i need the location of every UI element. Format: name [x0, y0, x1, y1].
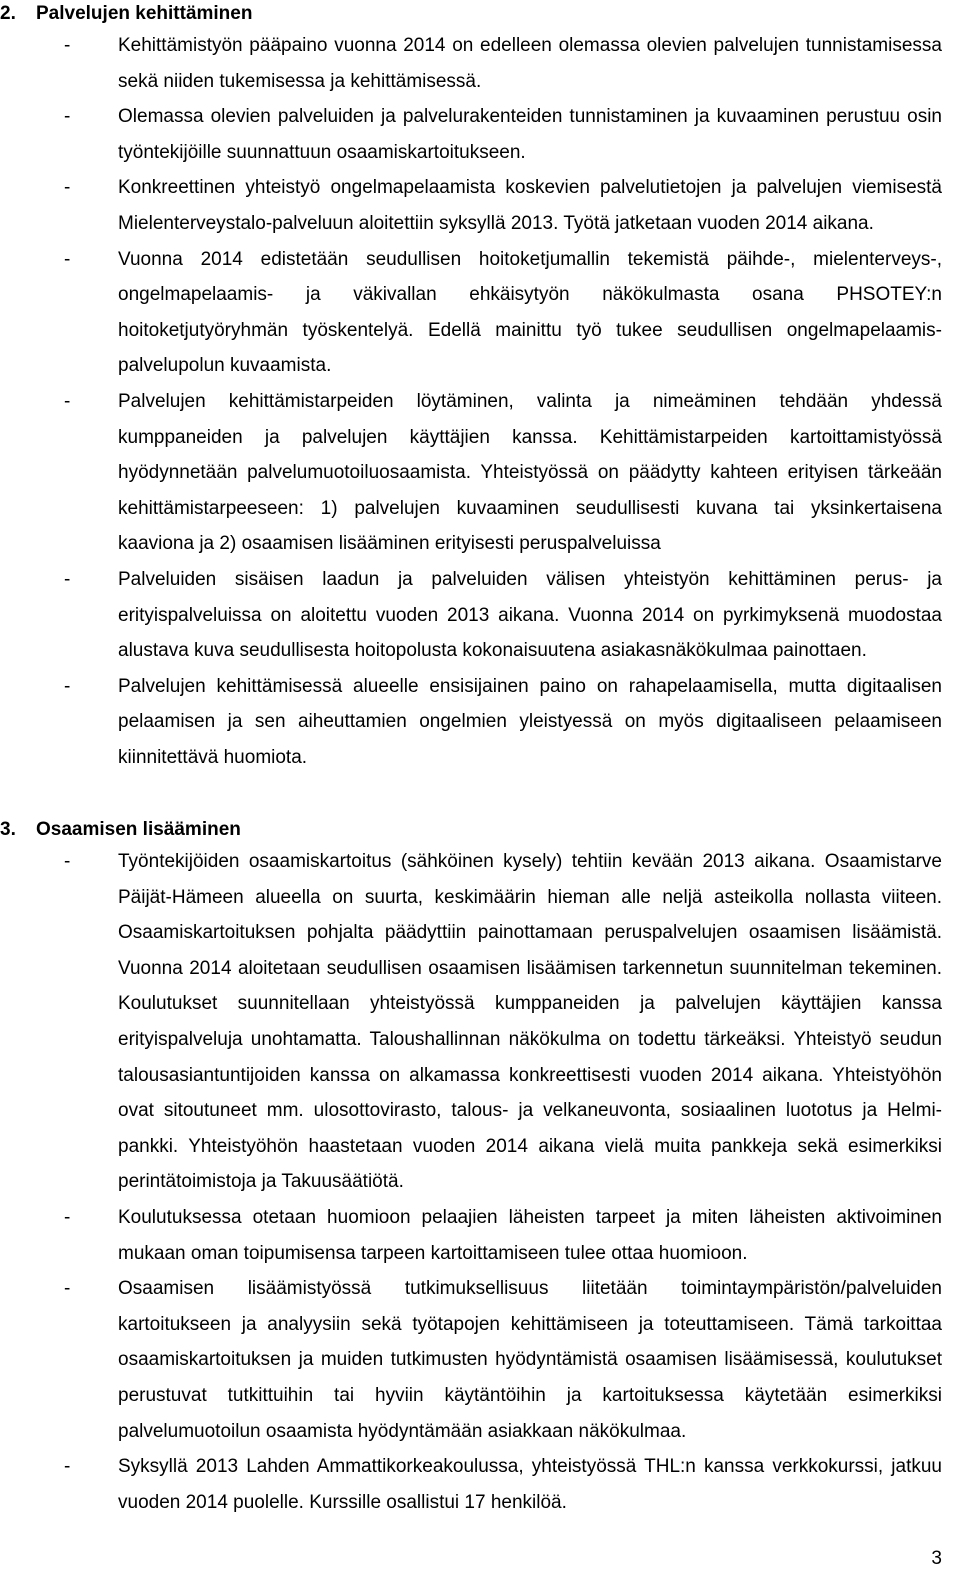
list-item-text: Työntekijöiden osaamiskartoitus (sähköinen kysely) tehtiin kevään 2013 aikana. Osaamistarve Päijät-Hämeen alueella on suurta, keskimäärin hieman alle neljä asteikolla nollasta viiteen. Osaamiskartoituksen pohjalta päädyttiin painottamaan peruspalvelujen osaamisen lisäämistä. Vuonna 2014 aloitetaan seudullisen osaamisen lisäämisen tarkennetun suunnitelman tekeminen. Koulutukset suunnitellaan yhteistyössä kumppaneiden ja palvelujen käyttäjien kanssa erityispalveluja unohtamatta. Taloushallinnan näkökulma on todettu tärkeäksi. Yhteistyö seudun talousasiantuntijoiden kanssa on alkamassa konkreettisesti vuoden 2014 aikana. Yhteistyöhön ovat sitoutuneet mm. ulosottovirasto, talous- ja velkaneuvonta, sosiaalinen luototus ja Helmi-pankki. Yhteistyöhön haastetaan vuoden 2014 aikana vielä muita pankkeja sekä esimerkiksi perintätoimistoja ja Takuusäätiötä. [118, 851, 942, 1193]
list-item [0, 669, 960, 776]
dash-bullet: - [64, 106, 71, 128]
section-title: Palvelujen kehittäminen [36, 3, 253, 24]
list-item-text: Palvelujen kehittämisessä alueelle ensisijainen paino on rahapelaamisella, mutta digitaalisen pelaamisen ja sen aiheuttamien ongelmien yleistyessä on myös digitaaliseen pelaamiseen kiinnitettävä huomiota. [118, 675, 942, 768]
dash-bullet: - [64, 390, 71, 412]
dash-bullet: - [64, 1456, 71, 1478]
list-item [0, 562, 960, 669]
dash-bullet: - [64, 568, 71, 590]
section-title: Osaamisen lisääminen [36, 819, 241, 840]
list-item [0, 170, 960, 241]
list-item [0, 99, 960, 170]
section-osaamisen-lisaaminen [0, 816, 960, 1520]
list-item [0, 242, 960, 384]
bullet-list [0, 844, 960, 1520]
list-item-text: Palveluiden sisäisen laadun ja palveluiden välisen yhteistyön kehittäminen perus- ja erityispalveluissa on aloitettu vuoden 2013 aikana. Vuonna 2014 on pyrkimyksenä muodostaa alustava kuva seudullisesta hoitopolusta kokonaisuutena asiakasnäkökulmaa painottaen. [118, 568, 942, 662]
list-item-text: Osaamisen lisäämistyössä tutkimuksellisuus liitetään toimintaympäristön/palveluiden kartoitukseen ja analyysiin sekä työtapojen kehittämiseen ja toteuttamiseen. Tämä tarkoittaa osaamiskartoituksen ja muiden tutkimusten hyödyntämistä osaamisen lisäämisessä, koulutukset perustuvat tutkittuihin tai hyviin käytäntöihin ja kartoituksessa käytetään esimerkiksi palvelumuotoilun osaamista hyödyntämään asiakkaan näkökulmaa. [118, 1278, 942, 1442]
section-heading [0, 0, 960, 28]
section-number: 3. [0, 819, 16, 840]
list-item [0, 1271, 960, 1449]
dash-bullet: - [64, 177, 71, 199]
list-item-text: Olemassa olevien palveluiden ja palvelurakenteiden tunnistaminen ja kuvaaminen perustuu osin työntekijöille suunnattuun osaamiskartoitukseen. [118, 106, 942, 163]
list-item-text: Palvelujen kehittämistarpeiden löytäminen, valinta ja nimeäminen tehdään yhdessä kumppaneiden ja palvelujen käyttäjien kanssa. Kehittämistarpeiden kartoittamistyössä hyödynnetään palvelumuotoiluosaamista. Yhteistyössä on päädytty kahteen erityisen tärkeään kehittämistarpeeseen: 1) palvelujen kuvaaminen seudullisesti kuvana tai yksinkertaisena kaaviona ja 2) osaamisen lisääminen erityisesti peruspalveluissa [118, 390, 942, 555]
list-item-text: Konkreettinen yhteistyö ongelmapelaamista koskevien palvelutietojen ja palvelujen viemisestä Mielenterveystalo-palveluun aloitettiin syksyllä 2013. Työtä jatketaan vuoden 2014 aikana. [118, 177, 942, 234]
list-item-text: Vuonna 2014 edistetään seudullisen hoitoketjumallin tekemistä päihde-, mielenterveys-, ongelmapelaamis- ja väkivallan ehkäisytyön näkökulmasta osana PHSOTEY:n hoitoketjutyöryhmän työskentelyä. Edellä mainittu työ tukee seudullisen ongelmapelaamis-palvelupolun kuvaamista. [118, 248, 942, 377]
dash-bullet: - [64, 1278, 71, 1300]
page-number: 3 [931, 1548, 942, 1569]
dash-bullet: - [64, 248, 71, 270]
list-item-text: Syksyllä 2013 Lahden Ammattikorkeakoulussa, yhteistyössä THL:n kanssa verkkokurssi, jatkuu vuoden 2014 puolelle. Kurssille osallistui 17 henkilöä. [118, 1456, 942, 1513]
dash-bullet: - [64, 1206, 71, 1228]
section-number: 2. [0, 3, 16, 24]
list-item [0, 1200, 960, 1271]
dash-bullet: - [64, 35, 71, 56]
list-item-text: Kehittämistyön pääpaino vuonna 2014 on edelleen olemassa olevien palvelujen tunnistamisessa sekä niiden tukemisessa ja kehittämisessä. [118, 35, 942, 92]
bullet-list [0, 28, 960, 775]
list-item [0, 844, 960, 1200]
list-item [0, 1449, 960, 1520]
list-item [0, 28, 960, 99]
dash-bullet: - [64, 851, 71, 872]
dash-bullet: - [64, 675, 71, 697]
section-heading [0, 816, 960, 844]
section-palvelujen-kehittaminen [0, 0, 960, 775]
list-item-text: Koulutuksessa otetaan huomioon pelaajien läheisten tarpeet ja miten läheisten aktivoiminen mukaan oman toipumisensa tarpeen kartoittamiseen tulee ottaa huomioon. [118, 1206, 942, 1264]
list-item [0, 384, 960, 562]
